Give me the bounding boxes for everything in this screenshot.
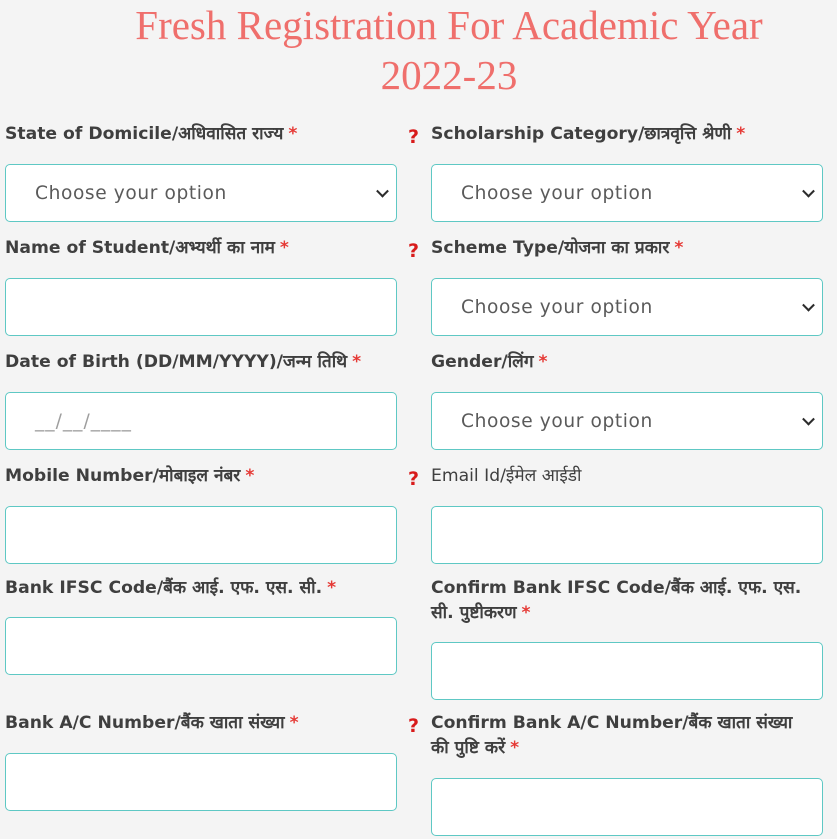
chevron-down-icon [376, 185, 389, 198]
required-marker: * [289, 713, 299, 733]
scholarship-category-label [431, 122, 745, 147]
bank-account-label [5, 711, 299, 736]
bank-account-input[interactable] [5, 753, 397, 811]
scheme-type-label [431, 236, 683, 261]
help-icon[interactable]: ? [408, 715, 420, 737]
mobile-number-label [5, 464, 254, 489]
gender-select[interactable] [431, 392, 823, 450]
email-id-label-text: Email Id/ईमेल आईडी [431, 466, 582, 486]
required-marker: * [327, 578, 337, 598]
confirm-bank-account-input[interactable] [431, 778, 823, 836]
page-title-line1: Fresh Registration For Academic Year [135, 2, 763, 48]
scheme-type-select[interactable] [431, 278, 823, 336]
required-marker: * [510, 738, 520, 758]
required-marker: * [521, 603, 531, 623]
mobile-number-label-text: Mobile Number/मोबाइल नंबर [5, 466, 241, 486]
date-of-birth-label-text: Date of Birth (DD/MM/YYYY)/जन्म तिथि [5, 352, 348, 372]
required-marker: * [674, 238, 684, 258]
required-marker: * [245, 466, 255, 486]
required-marker: * [352, 352, 362, 372]
state-of-domicile-select-value: Choose your option [35, 182, 227, 204]
name-of-student-input[interactable] [5, 278, 397, 336]
chevron-down-icon [802, 413, 815, 426]
confirm-bank-account-label [431, 711, 811, 761]
email-id-label [431, 464, 581, 489]
bank-account-label-text: Bank A/C Number/बैंक खाता संख्या [5, 713, 285, 733]
required-marker: * [279, 238, 289, 258]
scholarship-category-label-text: Scholarship Category/छात्रवृत्ति श्रेणी [431, 124, 732, 144]
mobile-number-input[interactable] [5, 506, 397, 564]
scheme-type-label-text: Scheme Type/योजना का प्रकार [431, 238, 670, 258]
help-icon[interactable]: ? [408, 468, 420, 490]
confirm-bank-ifsc-label-text: Confirm Bank IFSC Code/बैंक आई. एफ. एस. सी. पुष्टीकरण [431, 578, 802, 623]
scheme-type-select-value: Choose your option [461, 296, 653, 318]
state-of-domicile-label-text: State of Domicile/अधिवासित राज्य [5, 124, 284, 144]
bank-ifsc-label-text: Bank IFSC Code/बैंक आई. एफ. एस. सी. [5, 578, 323, 598]
bank-ifsc-input[interactable] [5, 617, 397, 675]
date-of-birth-input[interactable] [5, 392, 397, 450]
date-of-birth-placeholder: __/__/____ [35, 410, 132, 432]
date-of-birth-label [5, 350, 361, 375]
page-title [0, 0, 837, 100]
scholarship-category-select-value: Choose your option [461, 182, 653, 204]
chevron-down-icon [802, 299, 815, 312]
bank-ifsc-label [5, 576, 336, 601]
help-icon[interactable]: ? [408, 126, 420, 148]
gender-label [431, 350, 548, 375]
scholarship-category-select[interactable] [431, 164, 823, 222]
confirm-bank-ifsc-label [431, 576, 811, 626]
name-of-student-label-text: Name of Student/अभ्यर्थी का नाम [5, 238, 275, 258]
required-marker: * [538, 352, 548, 372]
confirm-bank-ifsc-input[interactable] [431, 642, 823, 700]
required-marker: * [288, 124, 298, 144]
confirm-bank-account-label-text: Confirm Bank A/C Number/बैंक खाता संख्या की पुष्टि करें [431, 713, 793, 758]
state-of-domicile-select[interactable] [5, 164, 397, 222]
state-of-domicile-label [5, 122, 297, 147]
gender-label-text: Gender/लिंग [431, 352, 534, 372]
email-id-input[interactable] [431, 506, 823, 564]
required-marker: * [736, 124, 746, 144]
page-title-line2: 2022-23 [380, 52, 518, 98]
name-of-student-label [5, 236, 289, 261]
chevron-down-icon [802, 185, 815, 198]
help-icon[interactable]: ? [408, 240, 420, 262]
gender-select-value: Choose your option [461, 410, 653, 432]
